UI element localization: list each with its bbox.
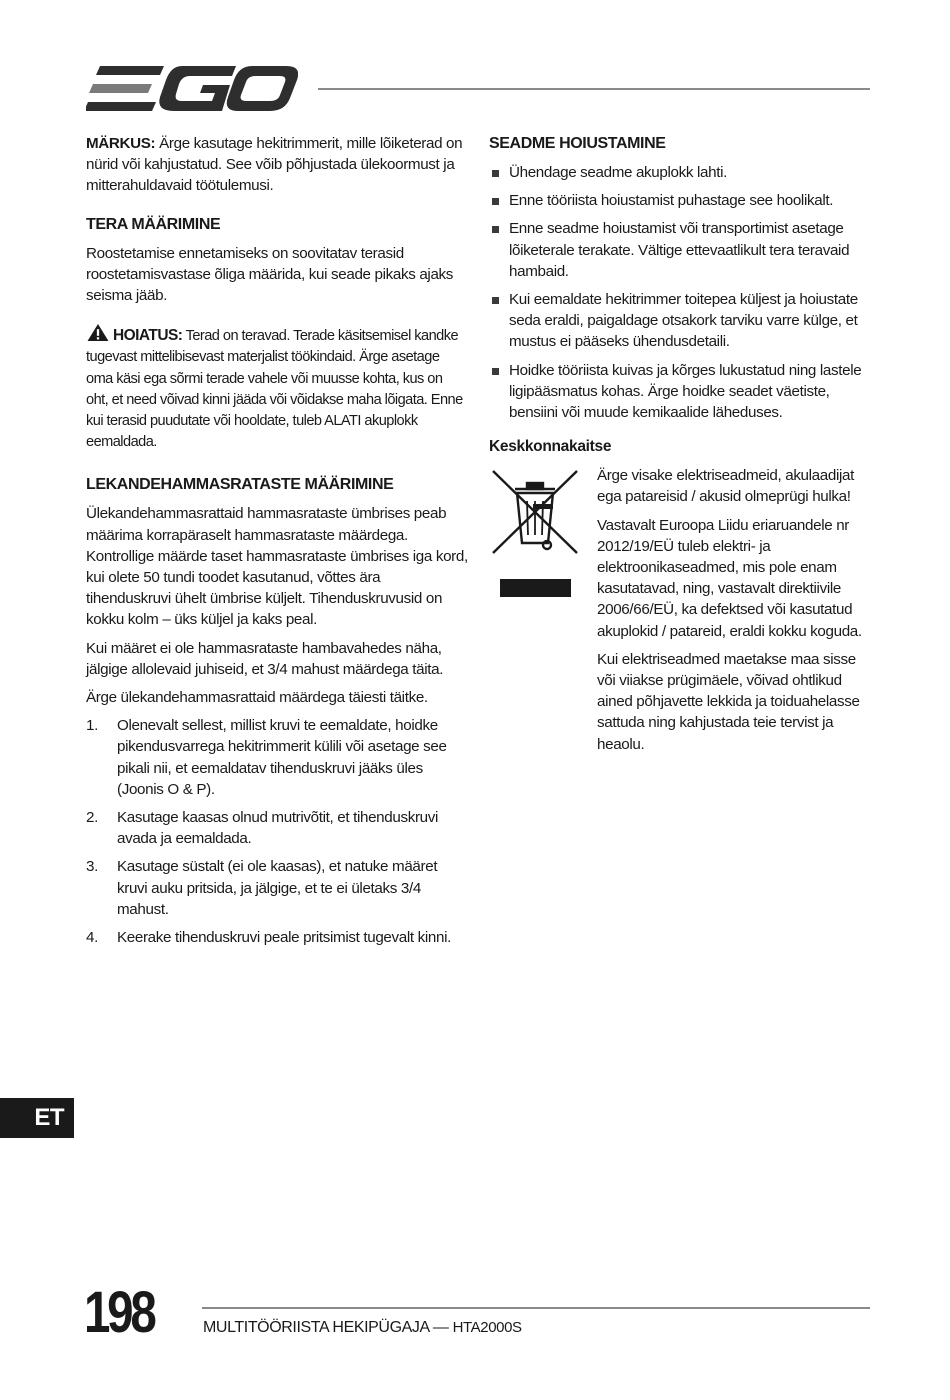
page-number: 198 [84,1280,154,1345]
warning-paragraph [86,323,468,453]
note-paragraph [86,133,468,197]
note-lead: MÄRKUS: [86,135,156,152]
header-rule [318,88,870,90]
storage-item: Enne tööriista hoiustamist puhastage see hoolikalt. [489,190,873,211]
step-text: Olenevalt sellest, millist kruvi te eemaldate, hoidke pikendusvarrega hekitrimmerit külili või asetage see pikali nii, et eemaldatav tihenduskruvi jääks üles (Joonis O & P). [117,717,447,798]
ego-logo [86,64,298,114]
warning-text: Terad on teravad. Terade käsitsemisel kandke tugevast mittelibisevast materjalist töökindaid. Ärge asetage oma käsi ega sõrmi terade vahele või muusse kohta, kus on oht, et need võivad kinni jääda või võidakse maha lõigata. Enne kui terasid puudutate või hooldate, tuleb ALATI akuplokk eemaldada. [86,328,463,451]
environment-section [489,465,873,755]
storage-list [489,162,873,423]
warning-lead: HOIATUS: [113,327,183,345]
storage-heading: SEADME HOIUSTAMINE [489,135,666,152]
note-text: Ärge kasutage hekitrimmerit, mille lõiketerad on nürid või kahjustatud. See võib põhjustada ülekoormust ja mitterahuldavaid töötulemusi. [86,135,463,195]
step-number: 3. [86,858,98,876]
footer-rule [202,1307,870,1309]
blade-lube-heading: TERA MÄÄRIMINE [86,215,221,233]
warning-triangle-icon [86,323,110,342]
environment-p3: Kui elektriseadmed maetakse maa sisse või viiakse prügimäele, võivad ohtlikud ained põhjavette lekkida ja toiduahelasse sattuda ning kahjustada teie tervist ja heaolu. [597,650,860,753]
right-column [489,133,873,762]
language-tab: ET [0,1098,74,1138]
storage-item: Ühendage seadme akuplokk lahti. [489,162,873,183]
environment-text [597,465,873,755]
storage-item: Hoidke tööriista kuivas ja kõrges lukustatud ning lastele ligipääsmatus kohas. Ärge hoidke seadet väetiste, bensiini või muude kemikaalide läheduses. [489,360,873,424]
footer-product-name: MULTITÖÖRIISTA HEKIPÜGAJA — [203,1319,453,1336]
step-text: Kasutage süstalt (ei ole kaasas), et natuke määret kruvi auku pritsida, ja jälgige, et te ei ületaks 3/4 mahust. [117,858,438,918]
step-text: Keerake tihenduskruvi peale pritsimist tugevalt kinni. [117,929,451,947]
step-number: 4. [86,929,98,947]
crossed-out-wheelie-bin-icon [489,469,581,599]
footer-title [203,1318,522,1338]
environment-p1: Ärge visake elektriseadmeid, akulaadijat ega patareisid / akusid olmeprügi hulka! [597,467,854,506]
gear-lube-p3: Ärge ülekandehammasrattaid määrdega täiesti täitke. [86,689,428,707]
storage-item: Enne seadme hoiustamist või transportimist asetage lõiketerale terakate. Vältige ettevaatlikult tera teravaid hambaid. [489,218,873,282]
gear-lube-steps [86,715,468,948]
environment-p2: Vastavalt Euroopa Liidu eriaruandele nr 2012/19/EÜ tuleb elektri- ja elektroonikaseadmed, mis pole enam kasutatavad, ning, vastavalt direktiivile 2006/66/EÜ, ka defektsed või kasutatud akuplokid / patareid, eraldi kokku koguda. [597,516,862,640]
left-column [86,133,468,955]
gear-lube-p2: Kui määret ei ole hammasrataste hambavahedes näha, jälgige allolevaid juhiseid, et 3/4 mahust määrdega täita. [86,639,444,678]
step-item [86,715,468,800]
footer-model: HTA2000S [452,1319,522,1336]
step-number: 2. [86,809,98,827]
step-number: 1. [86,717,98,735]
gear-lube-p1: Ülekandehammasrattaid hammasrataste ümbrises peab määrima korrapäraselt hammasrataste määrdega. Kontrollige määrde taset hammasrataste ümbrises iga kord, kui olete 50 tundi toodet kasutanud, võttes ära tihenduskruvi ühelt ümbrise küljelt. Tihenduskruvusid on kokku kolm – üks küljel ja kaks peal. [86,505,468,629]
step-item [86,807,468,849]
gear-lube-heading: LEKANDEHAMMASRATASTE MÄÄRIMINE [86,476,394,494]
step-item [86,856,468,920]
step-text: Kasutage kaasas olnud mutrivõtit, et tihenduskruvi avada ja eemaldada. [117,809,439,848]
step-item [86,927,468,948]
environment-heading: Keskkonnakaitse [489,438,612,456]
storage-item: Kui eemaldate hekitrimmer toitepea küljest ja hoiustate seda eraldi, paigaldage otsakork tarviku varre külge, et mustus ei pääseks ühendusdetaili. [489,289,873,353]
blade-lube-text: Roostetamise ennetamiseks on soovitatav terasid roostetamisvastase õliga määrida, kui seade pikaks ajaks seisma jääb. [86,244,454,305]
